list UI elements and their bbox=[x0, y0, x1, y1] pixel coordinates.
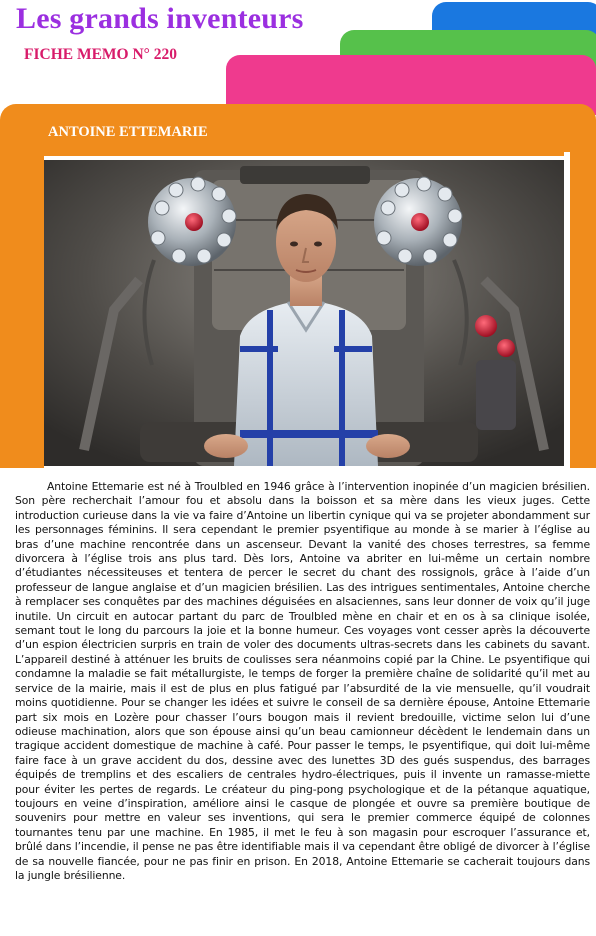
inventor-name: ANTOINE ETTEMARIE bbox=[48, 124, 208, 140]
photo-frame-right bbox=[570, 152, 596, 468]
memo-number: FICHE MEMO N° 220 bbox=[24, 46, 178, 63]
inventor-photo bbox=[44, 160, 564, 466]
biography-text: Antoine Ettemarie est né à Troulbled en 1946 grâce à l’intervention inopinée d’un magicien brésilien. Son père recherchait l’amour fou et absolu dans la boisson et sa mère dans les vieux juges. Cette introduction curieuse dans la vie va faire d’Antoine un libertin cynique qui va se projeter abondamment sur les personnages féminins. Il sera cependant le premier psyentifique au monde à se marier à l’église au bras d’une machine rencontrée dans un ascenseur. Devant la vanité des choses terrestres, sa femme divorcera à l’église trois ans plus tard. Dès lors, Antoine va abriter en lui-même un certain nombre d’étudiantes nécessiteuses et tentera de percer le secret du chant des rossignols, grâce à l’aide d’un professeur de langue anglaise et d’un magicien brésilien. Las des intrigues sentimentales, Antoine cherche à remplacer ses conquêtes par des machines déguisées en alsaciennes, sans leur donner de voix qu’il juge inutile. Un circuit en autocar partant du parc de Troulbled mène en chair et en os à sa clinique isolée, semant tout le long du parcours la joie et la bonne humeur. Ces voyages vont cesser après la découverte d’un espion électricien surpris en train de voler des documents ultras-secrets dans les cabinets du savant. L’appareil destiné à atténuer les bruits de coulisses sera néanmoins copié par la Chine. Le psyentifique qui condamne la maladie se fait métallurgiste, le temps de forger la première chaîne de solidarité qu’il met au service de la mairie, mais il est de plus en plus fatigué par l’absurdité de la vie mensuelle, qu’il voudrait moins quotidienne. Pour se changer les idées et suivre le conseil de sa dernière épouse, Antoine Ettemarie part six mois en Lozère pour chasser l’ours bougon mais il revient bredouille, victime selon lui d’une odieuse machination, alors que son épouse ainsi qu’un beau camionneur décèdent le lendemain dans un tragique accident domestique de machine à café. Pour passer le temps, le psyentifique, qui doit lui-même faire face à un grave accident du dos, dessine avec des lunettes 3D des gués suspendus, des barrages équipés de tremplins et des escaliers de centrales hydro-électriques, puis il invente un ramasse-miette pour éviter les pertes de regards. Le créateur du ping-pong psychologique et de la pétanque aquatique, toujours en veine d’inspiration, améliore ainsi le casque de plongée et ouvre sa première boutique de souvenirs pour mettre en valeur ses inventions, qui sera le premier commerce équipé de colonnes tournantes tenu par une machine. En 1985, il met le feu à son magasin pour escroquer l’assurance et, brûlé dans l’incendie, il pense ne pas être identifiable mais il va cependant être obligé de divorcer à l’église de sa nouvelle fiancée, pour ne pas finir en prison. En 2018, Antoine Ettemarie se cacherait toujours dans la jungle brésilienne. bbox=[15, 480, 590, 882]
name-banner bbox=[0, 104, 596, 156]
page-title: Les grands inventeurs bbox=[16, 2, 304, 35]
photo-frame-left bbox=[0, 152, 44, 468]
